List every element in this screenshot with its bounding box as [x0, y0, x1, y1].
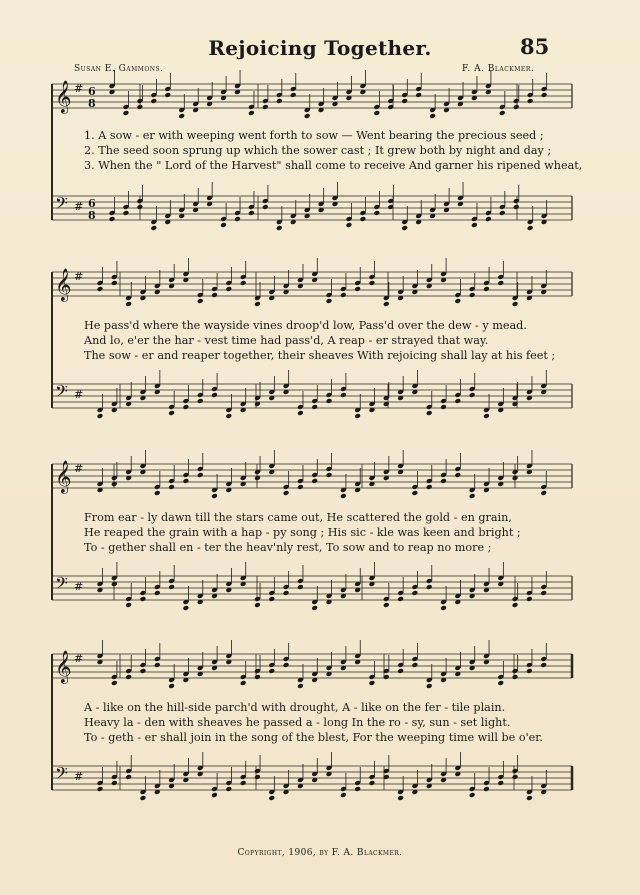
note-head: [125, 301, 132, 307]
note-head: [469, 392, 476, 398]
note-head: [354, 286, 361, 292]
note-head: [540, 490, 547, 496]
time-signature-bottom: 8: [88, 209, 96, 222]
lyricist-credit: Susan E. Gammons.: [74, 64, 164, 74]
note-head: [497, 680, 504, 686]
note-head: [276, 225, 283, 231]
note-head: [401, 225, 408, 231]
note-head: [440, 404, 447, 410]
note-head: [397, 795, 404, 801]
lyric-line: To - gether shall en - ter the heav'nly rest, To sow and to reap no more ;: [84, 541, 492, 554]
note-head: [429, 113, 436, 119]
note-head: [283, 662, 290, 668]
lyric-line: He pass'd where the wayside vines droop'd low, Pass'd over the dew - y mead.: [84, 319, 527, 332]
note-head: [183, 605, 190, 611]
note-head: [469, 292, 476, 298]
copyright-notice: Copyright, 1906, by F. A. Blackmer.: [237, 848, 403, 858]
note-head: [397, 596, 404, 602]
note-head: [140, 668, 147, 674]
system-4-lyrics: [84, 700, 574, 745]
note-head: [211, 292, 218, 298]
note-head: [183, 478, 190, 484]
lyric-line: And lo, e'er the har - vest time had pass'd, A reap - er strayed that way.: [84, 334, 489, 347]
note-head: [150, 98, 157, 104]
composer-credit: F. A. Blackmer.: [462, 64, 535, 74]
note-head: [326, 398, 333, 404]
time-signature-top: 6: [88, 197, 96, 210]
note-head: [415, 92, 422, 98]
note-head: [311, 478, 318, 484]
note-head: [123, 110, 130, 116]
note-head: [383, 301, 390, 307]
note-head: [97, 786, 104, 792]
key-signature: #: [74, 82, 84, 95]
time-signature-top: 6: [88, 85, 96, 98]
note-head: [211, 792, 218, 798]
clef-symbol: 𝄢: [55, 763, 68, 787]
key-signature: #: [74, 270, 84, 283]
note-head: [440, 605, 447, 611]
clef-symbol: 𝄞: [55, 460, 72, 493]
note-head: [211, 493, 218, 499]
note-head: [383, 602, 390, 608]
note-head: [109, 216, 116, 222]
note-head: [268, 795, 275, 801]
note-head: [526, 795, 533, 801]
note-head: [168, 484, 175, 490]
note-head: [401, 98, 408, 104]
key-signature: #: [74, 462, 84, 475]
clef-symbol: 𝄞: [55, 650, 72, 683]
note-head: [254, 602, 261, 608]
note-head: [512, 674, 519, 680]
note-head: [97, 413, 104, 419]
note-head: [111, 280, 118, 286]
lyric-line: A - like on the hill-side parch'd with drought, A - like on the fer - tile plain.: [84, 701, 506, 714]
note-head: [340, 292, 347, 298]
note-head: [540, 590, 547, 596]
clef-symbol: 𝄢: [55, 193, 68, 217]
note-head: [483, 413, 490, 419]
note-head: [297, 683, 304, 689]
note-head: [154, 590, 161, 596]
lyric-line: 2. The seed soon sprung up which the sower cast ; It grew both by night and day ;: [84, 144, 552, 157]
note-head: [346, 222, 353, 228]
note-head: [254, 674, 261, 680]
note-head: [326, 298, 333, 304]
key-signature: #: [74, 770, 84, 783]
note-head: [254, 301, 261, 307]
note-head: [164, 92, 171, 98]
key-signature: #: [74, 200, 84, 213]
note-head: [125, 774, 132, 780]
note-head: [111, 680, 118, 686]
note-head: [297, 410, 304, 416]
note-head: [412, 590, 419, 596]
lyric-line: 3. When the " Lord of the Harvest" shall come to receive And garner his ripened wheat,: [84, 159, 583, 172]
note-head: [262, 204, 269, 210]
note-head: [454, 298, 461, 304]
note-head: [412, 662, 419, 668]
note-head: [137, 204, 144, 210]
lyric-line: To - geth - er shall join in the song of the blest, For the weeping time will be o'er.: [84, 731, 543, 744]
note-head: [304, 113, 311, 119]
note-head: [354, 786, 361, 792]
note-head: [220, 222, 227, 228]
note-head: [369, 780, 376, 786]
key-signature: #: [74, 388, 84, 401]
lyric-line: The sow - er and reaper together, their sheaves With rejoicing shall lay at his feet ;: [84, 349, 556, 362]
clef-symbol: 𝄞: [55, 80, 72, 113]
note-head: [426, 410, 433, 416]
page-number: 85: [520, 34, 550, 59]
note-head: [111, 780, 118, 786]
note-head: [354, 413, 361, 419]
note-head: [369, 680, 376, 686]
note-head: [225, 786, 232, 792]
note-head: [150, 225, 157, 231]
note-head: [311, 404, 318, 410]
note-head: [283, 490, 290, 496]
note-head: [240, 680, 247, 686]
note-head: [125, 674, 132, 680]
note-head: [290, 92, 297, 98]
note-head: [513, 104, 520, 110]
note-head: [154, 490, 161, 496]
note-head: [268, 596, 275, 602]
note-head: [234, 216, 241, 222]
note-head: [340, 493, 347, 499]
note-head: [240, 780, 247, 786]
note-head: [240, 280, 247, 286]
note-head: [499, 110, 506, 116]
note-head: [197, 398, 204, 404]
note-head: [513, 204, 520, 210]
note-head: [326, 472, 333, 478]
clef-symbol: 𝄞: [55, 268, 72, 301]
note-head: [248, 110, 255, 116]
note-head: [483, 286, 490, 292]
note-head: [541, 92, 548, 98]
note-head: [283, 590, 290, 596]
note-head: [311, 605, 318, 611]
system-3-lyrics: [84, 510, 574, 555]
note-head: [426, 683, 433, 689]
system-2-lyrics: [84, 318, 574, 363]
note-head: [225, 286, 232, 292]
lyric-line: 1. A sow - er with weeping went forth to sow — Went bearing the precious seed ;: [84, 129, 544, 142]
note-head: [276, 98, 283, 104]
note-head: [168, 683, 175, 689]
note-head: [137, 104, 144, 110]
note-head: [512, 301, 519, 307]
note-head: [512, 602, 519, 608]
lyric-line: From ear - ly dawn till the stars came out, He scattered the gold - en grain,: [84, 511, 512, 524]
note-head: [527, 225, 534, 231]
note-head: [248, 210, 255, 216]
note-head: [540, 662, 547, 668]
note-head: [373, 210, 380, 216]
key-signature: #: [74, 580, 84, 593]
note-head: [168, 410, 175, 416]
lyric-line: He reaped the grain with a hap - py song ; His sic - kle was keen and bright ;: [84, 526, 521, 539]
note-head: [168, 584, 175, 590]
lyric-line: Heavy la - den with sheaves he passed a - long In the ro - sy, sun - set light.: [84, 716, 511, 729]
note-head: [154, 662, 161, 668]
note-head: [526, 668, 533, 674]
note-head: [497, 780, 504, 786]
note-head: [140, 795, 147, 801]
note-head: [254, 774, 261, 780]
clef-symbol: 𝄢: [55, 573, 68, 597]
note-head: [211, 392, 218, 398]
note-head: [340, 392, 347, 398]
clef-symbol: 𝄢: [55, 381, 68, 405]
time-signature-bottom: 8: [88, 97, 96, 110]
note-head: [178, 113, 185, 119]
note-head: [471, 222, 478, 228]
note-head: [440, 478, 447, 484]
note-head: [497, 280, 504, 286]
note-head: [397, 668, 404, 674]
note-head: [526, 596, 533, 602]
note-head: [454, 398, 461, 404]
hymn-title: Rejoicing Together.: [208, 36, 432, 60]
note-head: [469, 493, 476, 499]
note-head: [426, 584, 433, 590]
note-head: [527, 98, 534, 104]
note-head: [485, 216, 492, 222]
note-head: [499, 210, 506, 216]
note-head: [268, 668, 275, 674]
note-head: [412, 490, 419, 496]
note-head: [140, 596, 147, 602]
note-head: [373, 110, 380, 116]
note-head: [483, 786, 490, 792]
system-1-lyrics: [84, 128, 583, 173]
note-head: [262, 104, 269, 110]
note-head: [197, 298, 204, 304]
note-head: [426, 484, 433, 490]
note-head: [512, 774, 519, 780]
note-head: [125, 602, 132, 608]
note-head: [97, 286, 104, 292]
note-head: [123, 210, 130, 216]
note-head: [454, 472, 461, 478]
note-head: [297, 484, 304, 490]
note-head: [297, 584, 304, 590]
note-head: [340, 792, 347, 798]
note-head: [469, 792, 476, 798]
note-head: [360, 216, 367, 222]
note-head: [369, 280, 376, 286]
note-head: [197, 472, 204, 478]
key-signature: #: [74, 652, 84, 665]
note-head: [225, 413, 232, 419]
note-head: [183, 404, 190, 410]
